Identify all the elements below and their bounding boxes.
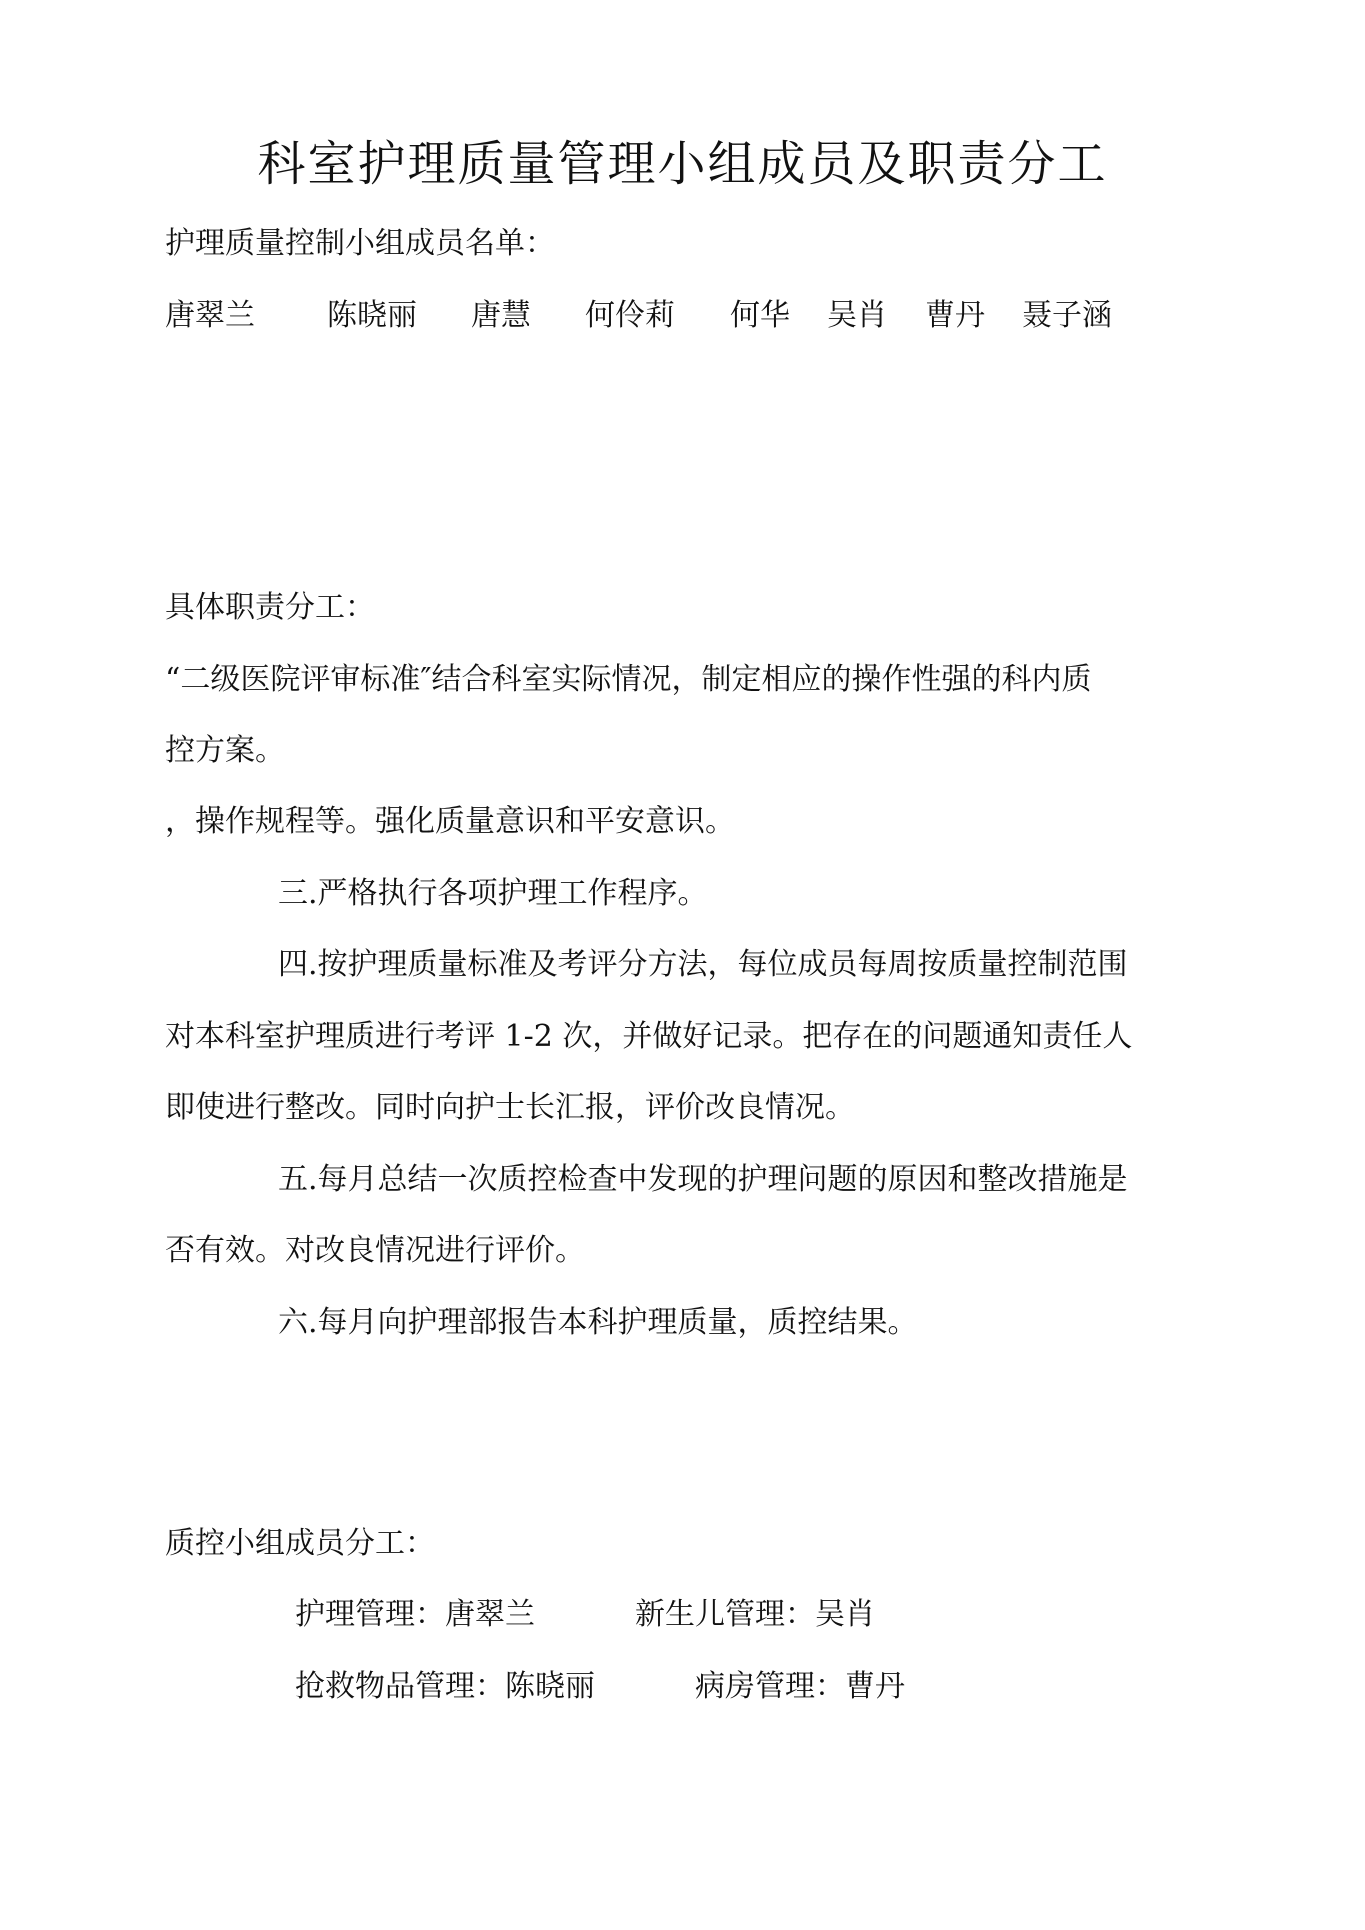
duty-paragraph-line: 三.严格执行各项护理工作程序。 <box>278 876 708 911</box>
duty-paragraph-line: ，操作规程等。强化质量意识和平安意识。 <box>165 804 735 839</box>
member-name: 何华 <box>730 298 790 333</box>
duty-paragraph-line: 否有效。对改良情况进行评价。 <box>165 1233 585 1268</box>
duty-paragraph-line: 四.按护理质量标准及考评分方法，每位成员每周按质量控制范围 <box>278 947 1128 982</box>
member-list <box>165 296 1265 336</box>
duty-paragraph-line: 六.每月向护理部报告本科护理质量，质控结果。 <box>278 1305 918 1340</box>
member-name: 曹丹 <box>925 298 985 333</box>
duty-paragraph-line: 即使进行整改。同时向护士长汇报，评价改良情况。 <box>165 1090 855 1125</box>
members-label: 护理质量控制小组成员名单： <box>165 226 555 261</box>
assignment-newborn: 新生儿管理：吴肖 <box>635 1597 875 1632</box>
member-name: 聂子涵 <box>1022 298 1112 333</box>
assignment-nursing: 护理管理：唐翠兰 <box>295 1597 535 1632</box>
division-label: 质控小组成员分工： <box>165 1526 435 1561</box>
assignment-rescue-supplies: 抢救物品管理：陈晓丽 <box>295 1669 595 1704</box>
duty-paragraph-line: 五.每月总结一次质控检查中发现的护理问题的原因和整改措施是 <box>278 1162 1128 1197</box>
member-name: 吴肖 <box>827 298 887 333</box>
duty-paragraph-line: 对本科室护理质进行考评 1-2 次，并做好记录。把存在的问题通知责任人 <box>165 1019 1133 1054</box>
member-name: 何伶莉 <box>585 298 675 333</box>
duty-paragraph-line: 控方案。 <box>165 733 285 768</box>
member-name: 唐翠兰 <box>165 298 255 333</box>
document-title: 科室护理质量管理小组成员及职责分工 <box>257 136 1108 192</box>
duty-paragraph-line: “二级医院评审标准″结合科室实际情况，制定相应的操作性强的科内质 <box>165 662 1092 697</box>
assignment-ward: 病房管理：曹丹 <box>695 1669 905 1704</box>
member-name: 唐慧 <box>471 298 531 333</box>
duties-label: 具体职责分工： <box>165 590 375 625</box>
member-name: 陈晓丽 <box>327 298 417 333</box>
